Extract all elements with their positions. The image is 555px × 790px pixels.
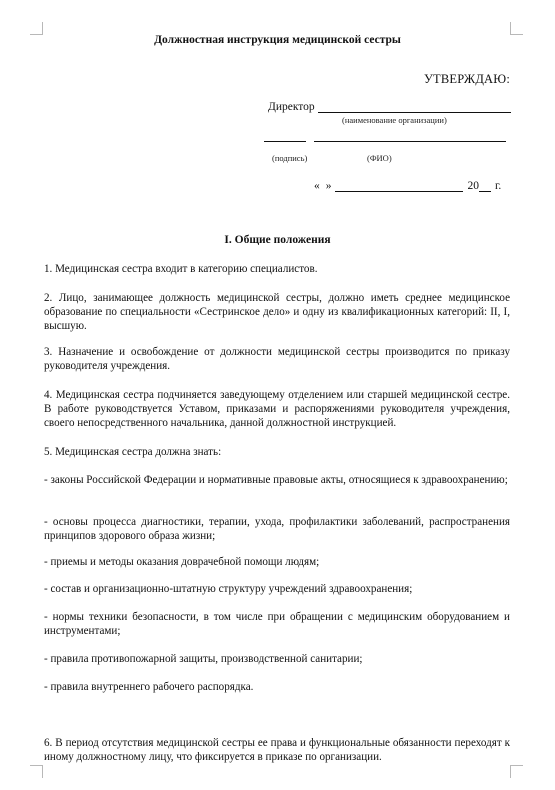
list-item-laws: - законы Российской Федерации и нормативные правовые акты, относящиеся к здравоохранению; xyxy=(44,474,508,486)
signature-line xyxy=(264,141,306,142)
year-prefix: 20 xyxy=(467,180,479,192)
paragraph-3: 3. Назначение и освобождение от должности медицинской сестры производится по приказу руководителя учреждения. xyxy=(44,346,510,372)
document-title: Должностная инструкция медицинской сестры xyxy=(154,34,401,46)
list-item-safety: - нормы техники безопасности, в том числе при обращении с медицинским оборудованием и инструментами; xyxy=(44,611,510,637)
paragraph-6: 6. В период отсутствия медицинской сестры ее права и функциональные обязанности переходят к иному должностному лицу, что фиксируется в приказе по организации. xyxy=(44,737,510,763)
fio-hint: (ФИО) xyxy=(367,153,392,163)
paragraph-4: 4. Медицинская сестра подчиняется заведующему отделением или старшей медицинской сестре. В работе руководствуется Уставом, приказами и распоряжениями руководителя учреждения, своего непосредственного начальника, данной должностной инструкцией. xyxy=(44,389,510,429)
list-item-fire-safety: - правила противопожарной защиты, производственной санитарии; xyxy=(44,653,363,665)
year-line xyxy=(479,180,491,192)
date-line xyxy=(335,180,463,192)
list-item-basics: - основы процесса диагностики, терапии, ухода, профилактики заболеваний, распространения принципов здорового образа жизни; xyxy=(44,516,510,542)
paragraph-2: 2. Лицо, занимающее должность медицинской сестры, должно иметь среднее медицинское образование по специальности «Сестринское дело» и одну из квалификационных категорий: II, I, высшую. xyxy=(44,292,510,332)
crop-mark-bottom-right xyxy=(510,765,523,778)
date-quote-close: » xyxy=(325,180,332,192)
approval-heading: УТВЕРЖДАЮ: xyxy=(423,72,510,86)
director-row xyxy=(268,101,511,113)
list-item-structure: - состав и организационно-штатную структуру учреждений здравоохранения; xyxy=(44,583,413,595)
fio-line xyxy=(314,141,506,142)
signature-hint: (подпись) xyxy=(272,153,308,163)
crop-mark-bottom-left xyxy=(30,765,43,778)
section-title: I. Общие положения xyxy=(224,234,331,246)
year-suffix: г. xyxy=(495,180,502,192)
list-item-first-aid: - приемы и методы оказания доврачебной помощи людям; xyxy=(44,556,320,568)
list-item-internal-rules: - правила внутреннего рабочего распорядка. xyxy=(44,681,254,693)
director-signature-line xyxy=(318,101,511,113)
paragraph-1: 1. Медицинская сестра входит в категорию специалистов. xyxy=(44,263,318,275)
paragraph-5: 5. Медицинская сестра должна знать: xyxy=(44,446,222,458)
date-quote-open: « xyxy=(314,180,320,192)
organization-hint: (наименование организации) xyxy=(342,115,447,125)
director-label: Директор xyxy=(268,101,315,113)
date-row xyxy=(314,180,501,192)
